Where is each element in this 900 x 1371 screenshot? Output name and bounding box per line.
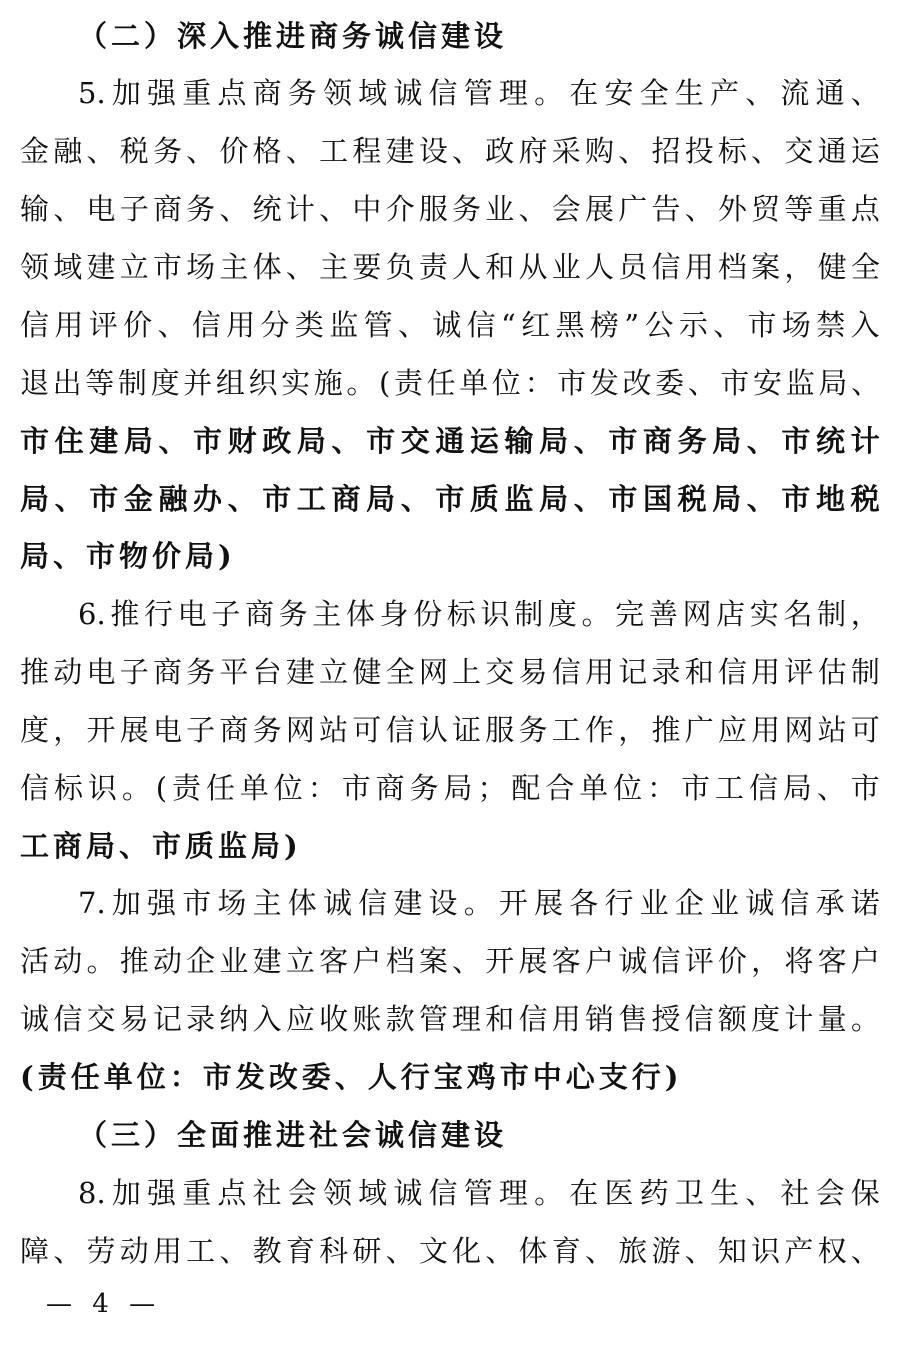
para5-line-7: 市 住 建 局 、 市 财 政 局 、 市 交 通 运 输 局 、 市 商 务 局 、 市 统 计 xyxy=(20,424,880,458)
para7-line-4: (责任单位：市发改委、人行宝鸡市中心支行) xyxy=(20,1060,683,1094)
para5-line-1: 5. 加 强 重 点 商 务 领 域 诚 信 管 理 。 在 安 全 生 产 、 流 通 、 xyxy=(78,76,880,110)
para5-line-9: 局、市物价局) xyxy=(20,539,236,573)
para7-line-1: 7. 加 强 市 场 主 体 诚 信 建 设 。 开 展 各 行 业 企 业 诚 信 承 诺 xyxy=(78,886,880,920)
page-number: — 4 — xyxy=(46,1289,162,1319)
para6-line-2: 推 动 电 子 商 务 平 台 建 立 健 全 网 上 交 易 信 用 记 录 和 信 用 评 估 制 xyxy=(20,655,880,689)
para5-line-8: 局 、 市 金 融 办 、 市 工 商 局 、 市 质 监 局 、 市 国 税 局 、 市 地 税 xyxy=(20,482,880,516)
para6-line-5: 工商局、市质监局) xyxy=(20,829,302,863)
para5-line-6: 退 出 等 制 度 并 组 织 实 施 。 ( 责 任 单 位 ： 市 发 改 委 、 市 安 监 局 、 xyxy=(20,366,880,400)
para6-line-4: 信 标 识 。 ( 责 任 单 位 ： 市 商 务 局 ； 配 合 单 位 ： 市 工 信 局 、 市 xyxy=(20,771,880,805)
para8-line-2: 障 、 劳 动 用 工 、 教 育 科 研 、 文 化 、 体 育 、 旅 游 、 知 识 产 权 、 xyxy=(20,1234,880,1268)
para5-line-3: 输 、 电 子 商 务 、 统 计 、 中 介 服 务 业 、 会 展 广 告 、 外 贸 等 重 点 xyxy=(20,192,880,226)
para5-line-5: 信 用 评 价 、 信 用 分 类 监 管 、 诚 信 “ 红 黑 榜 ” 公 示 、 市 场 禁 入 xyxy=(20,308,880,342)
section-heading-2: （二）深入推进商务诚信建设 xyxy=(78,19,508,53)
para7-line-3: 诚 信 交 易 记 录 纳 入 应 收 账 款 管 理 和 信 用 销 售 授 信 额 度 计 量 。 xyxy=(20,1002,880,1036)
para6-line-3: 度 ， 开 展 电 子 商 务 网 站 可 信 认 证 服 务 工 作 ， 推 广 应 用 网 站 可 xyxy=(20,713,880,747)
para8-line-1: 8. 加 强 重 点 社 会 领 域 诚 信 管 理 。 在 医 药 卫 生 、 社 会 保 xyxy=(78,1176,880,1210)
section-heading-3: （三）全面推进社会诚信建设 xyxy=(78,1118,508,1152)
para6-line-1: 6. 推 行 电 子 商 务 主 体 身 份 标 识 制 度 。 完 善 网 店 实 名 制 ， xyxy=(78,597,880,631)
para7-line-2: 活 动 。 推 动 企 业 建 立 客 户 档 案 、 开 展 客 户 诚 信 评 价 ， 将 客 户 xyxy=(20,944,880,978)
para5-line-4: 领 域 建 立 市 场 主 体 、 主 要 负 责 人 和 从 业 人 员 信 用 档 案 ， 健 全 xyxy=(20,250,880,284)
para5-line-2: 金 融 、 税 务 、 价 格 、 工 程 建 设 、 政 府 采 购 、 招 投 标 、 交 通 运 xyxy=(20,134,880,168)
